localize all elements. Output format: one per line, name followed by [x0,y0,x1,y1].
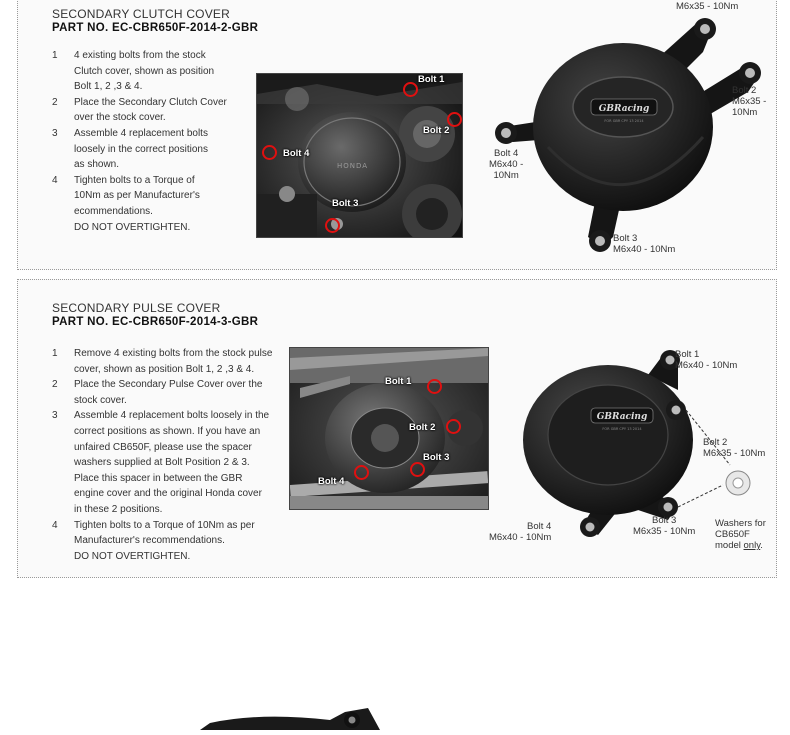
clutch-step: 2 Place the Secondary Clutch Cover over the stock cover. [52,96,227,124]
bottom-product-image-area [0,580,790,730]
bolt-head-icon [745,68,755,78]
clutch-steps-list [52,48,252,235]
bolt-head-icon [595,236,605,246]
bolt-head-icon [586,523,595,532]
pulse-step: 1 Remove 4 existing bolts from the stock pulse cover, shown as position Bolt 1, 2 ,3 & 4. [52,348,273,375]
clutch-step: 4 Tighten bolts to a Torque of 10Nm as per Manufacturer's ecommendations. DO NOT OVERTIGHTEN. [52,174,200,233]
photo-label-bolt-2: Bolt 2 [409,422,436,433]
photo-label-bolt-1: Bolt 1 [385,376,412,387]
clutch-step: 3 Assemble 4 replacement bolts loosely in the correct positions as shown. [52,127,208,171]
clutch-step: 1 4 existing bolts from the stock Clutch cover, shown as position Bolt 1, 2 ,3 & 4. [52,50,215,93]
bolt-3-marker [410,462,425,477]
diagram-bolt-2-spec: Bolt 2 M6x35 - 10Nm [732,85,767,118]
photo-label-bolt-3: Bolt 3 [332,198,359,209]
photo-label-bolt-4: Bolt 4 [283,148,310,159]
diagram-top-spec: M6x35 - 10Nm [676,1,739,12]
pulse-cover-title: SECONDARY PULSE COVER [52,301,221,315]
pulse-steps-list [52,346,284,564]
diagram-bolt-1-spec: Bolt 1 M6x40 - 10Nm [675,349,738,371]
diagram-bolt-2-spec: Bolt 2 M6x35 - 10Nm [703,437,766,459]
gbr-logo: GBRacing [598,104,650,114]
pulse-cover-part-no: PART NO. EC-CBR650F-2014-3-GBR [52,316,259,328]
bolt-1-marker [403,82,418,97]
diagram-bolt-4-spec: Bolt 4 M6x40 - 10Nm [489,521,552,543]
bolt-head-icon [666,356,675,365]
diagram-bolt-3-spec: Bolt 3 M6x35 - 10Nm [633,515,696,537]
svg-text:FOR GBR CPY 13 2014: FOR GBR CPY 13 2014 [602,427,642,431]
clutch-cover-diagram [488,0,768,262]
clutch-cover-title: SECONDARY CLUTCH COVER [52,7,230,21]
bolt-head-icon [664,503,673,512]
pulse-step: 2 Place the Secondary Pulse Cover over the stock cover. [52,379,263,406]
diagram-bolt-3-spec: Bolt 3 M6x40 - 10Nm [613,233,676,255]
photo-label-bolt-2: Bolt 2 [423,125,450,136]
photo-label-bolt-3: Bolt 3 [423,452,450,463]
bolt-2-marker [446,419,461,434]
pulse-step: 3 Assemble 4 replacement bolts loosely in the correct positions as shown. If you have an unfaired CB650F, please use the spacer washers supplied at Bolt Position 2 & 3. Place this spacer in between the GBR engine cover and the original Honda cover in these 2 positions. [52,410,270,515]
bolt-head-icon [672,406,681,415]
washers-note: Washers for CB650F model only. [715,518,766,551]
bolt-4-marker [354,465,369,480]
bolt-head-icon [700,24,710,34]
bolt-3-marker [325,218,340,233]
pulse-step: 4 Tighten bolts to a Torque of 10Nm as per Manufacturer's recommendations. DO NOT OVERTIGHTEN. [52,519,255,562]
bolt-head-icon [501,128,511,138]
honda-logo: HONDA [337,162,369,170]
diagram-bolt-4-spec: Bolt 4 M6x40 - 10Nm [489,148,524,181]
gbr-logo: GBRacing [596,412,648,422]
clutch-cover-part-no: PART NO. EC-CBR650F-2014-2-GBR [52,22,259,34]
photo-label-bolt-1: Bolt 1 [418,74,445,85]
bolt-4-marker [262,145,277,160]
clutch-engine-photo [256,73,463,238]
pulse-engine-photo [289,347,489,510]
bolt-1-marker [427,379,442,394]
photo-label-bolt-4: Bolt 4 [318,476,345,487]
svg-text:FOR GBR CPY 13 2014: FOR GBR CPY 13 2014 [604,119,644,123]
clutch-cover-panel [17,0,777,270]
pulse-cover-panel [17,279,777,578]
next-cover-image-partial [0,580,790,730]
